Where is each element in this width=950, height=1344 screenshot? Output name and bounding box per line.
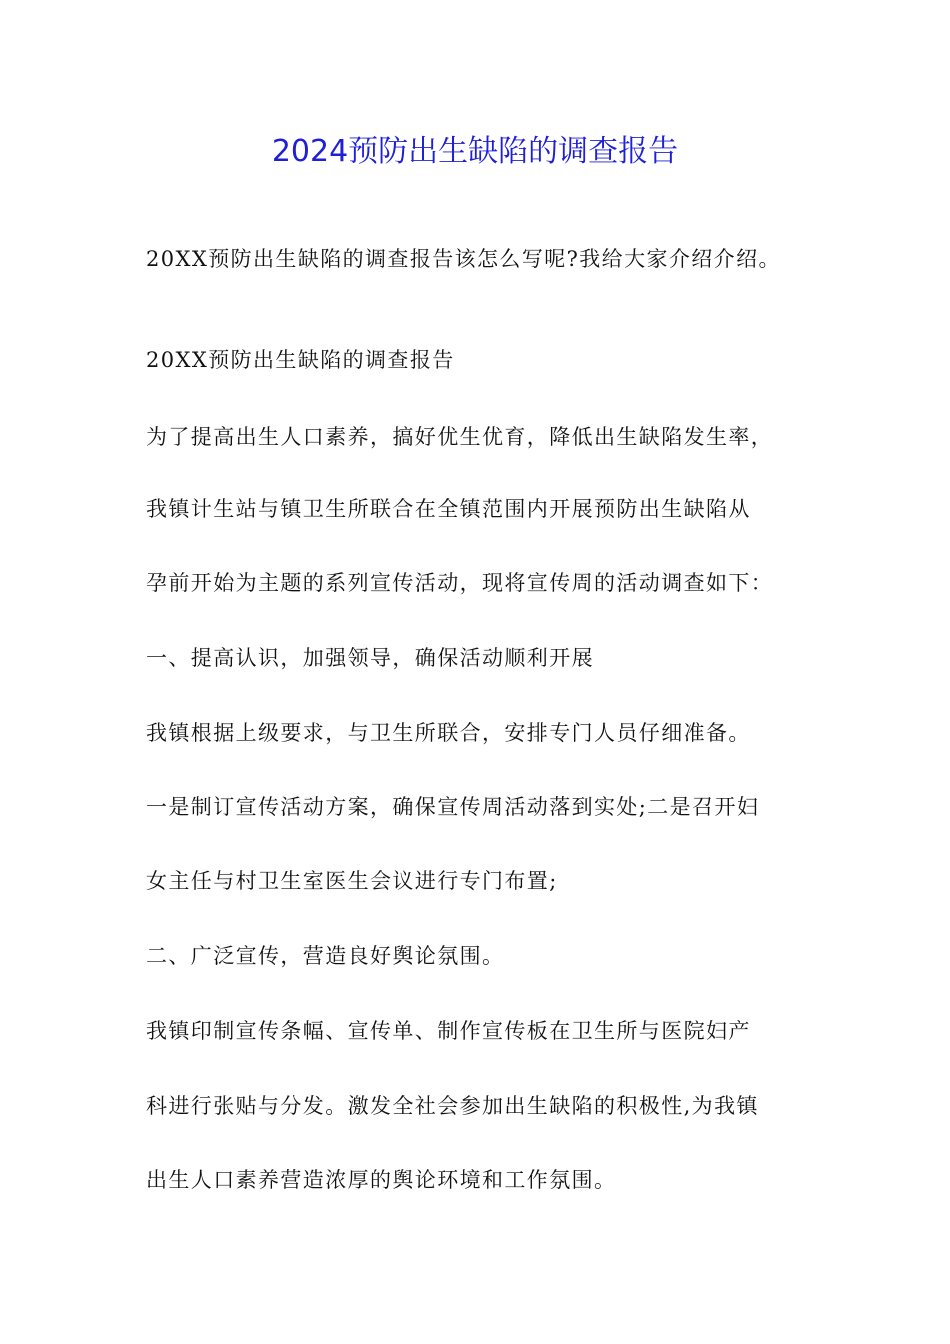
subtitle-line: 20XX预防出生缺陷的调查报告 <box>146 348 455 372</box>
paragraph-line: 为了提高出生人口素养，搞好优生优育，降低出生缺陷发生率， <box>146 425 774 449</box>
paragraph-line: 女主任与村卫生室医生会议进行专门布置; <box>146 869 558 893</box>
paragraph-line: 出生人口素养营造浓厚的舆论环境和工作氛围。 <box>146 1168 617 1192</box>
paragraph-line: 我镇印制宣传条幅、宣传单、制作宣传板在卫生所与医院妇产 <box>146 1019 751 1043</box>
intro-line: 20XX预防出生缺陷的调查报告该怎么写呢?我给大家介绍介绍。 <box>146 247 781 271</box>
section-heading: 一、提高认识，加强领导，确保活动顺利开展 <box>146 646 594 670</box>
paragraph-line: 一是制订宣传活动方案，确保宣传周活动落到实处;二是召开妇 <box>146 795 760 819</box>
section-heading: 二、广泛宣传，营造良好舆论氛围。 <box>146 944 505 968</box>
document-title: 2024预防出生缺陷的调查报告 <box>271 134 679 169</box>
paragraph-line: 孕前开始为主题的系列宣传活动，现将宣传周的活动调查如下： <box>146 571 774 595</box>
paragraph-line: 我镇根据上级要求，与卫生所联合，安排专门人员仔细准备。 <box>146 721 751 745</box>
paragraph-line: 我镇计生站与镇卫生所联合在全镇范围内开展预防出生缺陷从 <box>146 497 751 521</box>
paragraph-line: 科进行张贴与分发。激发全社会参加出生缺陷的积极性,为我镇 <box>146 1094 759 1118</box>
